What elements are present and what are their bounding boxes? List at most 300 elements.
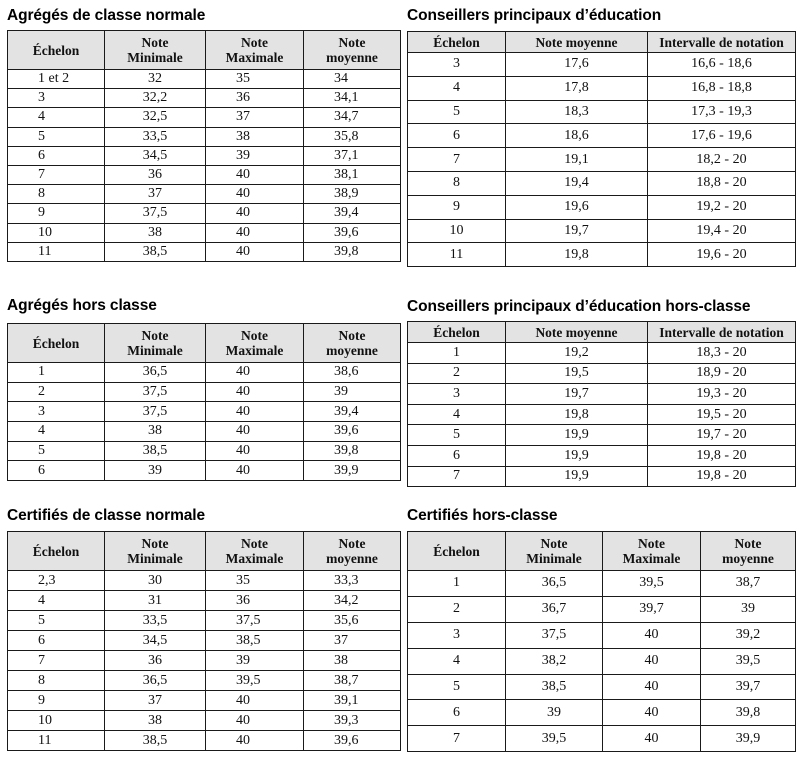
table-row: [408, 124, 796, 148]
table-cell: 38,7: [304, 671, 401, 691]
table-cell: 19,4 - 20: [648, 219, 796, 243]
agreges-normale-section: [7, 7, 378, 259]
table-cell: 11: [408, 243, 506, 267]
table-cell: 40: [206, 223, 304, 242]
table-cell: 18,8 - 20: [648, 171, 796, 195]
table-cell: 37: [304, 631, 401, 651]
table-cell: 40: [206, 242, 304, 261]
table-cell: 3: [408, 53, 506, 77]
table-cell: 38,6: [304, 363, 401, 383]
column-header-line: Minimale: [127, 551, 183, 566]
table-cell: 38: [304, 651, 401, 671]
column-header-line: Intervalle de notation: [659, 34, 784, 50]
table-row: [8, 631, 401, 651]
table-cell: 35: [206, 70, 304, 89]
table-cell: 39,7: [603, 596, 701, 622]
table-row: [8, 165, 401, 184]
table-cell: 5: [8, 127, 105, 146]
table-cell: 39,2: [701, 622, 796, 648]
table-row: [8, 185, 401, 204]
table-row: [408, 343, 796, 364]
table-cell: 40: [206, 382, 304, 402]
column-header: [408, 322, 506, 343]
table-cell: 32,2: [105, 89, 206, 108]
table-cell: 18,9 - 20: [648, 363, 796, 384]
table-row: [408, 596, 796, 622]
table-cell: 1: [8, 363, 105, 383]
table-cell: 6: [8, 461, 105, 481]
table-cell: 6: [8, 631, 105, 651]
cpe-hors-section: [407, 298, 784, 484]
table-row: [408, 622, 796, 648]
table-cell: 19,3 - 20: [648, 384, 796, 405]
table-row: [8, 108, 401, 127]
table-row: [8, 127, 401, 146]
column-header-line: Maximale: [225, 343, 284, 358]
table-row: [408, 195, 796, 219]
column-header: [105, 31, 206, 70]
column-header: [206, 324, 304, 363]
table-cell: 38,7: [701, 571, 796, 597]
table-cell: 40: [206, 422, 304, 442]
table-cell: 38,5: [506, 674, 603, 700]
table-cell: 7: [408, 148, 506, 172]
column-header-line: Note: [141, 35, 169, 50]
table-cell: 35,8: [304, 127, 401, 146]
table-cell: 31: [105, 591, 206, 611]
table-row: [408, 404, 796, 425]
table-cell: 39,9: [701, 726, 796, 752]
table-cell: 19,7 - 20: [648, 425, 796, 446]
column-header-line: moyenne: [326, 343, 378, 358]
table-cell: 39,7: [701, 674, 796, 700]
table-cell: 17,8: [506, 76, 648, 100]
table-row: [8, 671, 401, 691]
table-cell: 39: [506, 700, 603, 726]
table-cell: 38,5: [105, 441, 206, 461]
column-header: [206, 31, 304, 70]
column-header-line: Note: [638, 536, 665, 551]
column-header-line: Note: [338, 328, 366, 343]
table-cell: 39,8: [701, 700, 796, 726]
table-cell: 11: [8, 242, 105, 261]
table-cell: 33,3: [304, 571, 401, 591]
table-row: [8, 422, 401, 442]
table-cell: 36: [206, 591, 304, 611]
table-cell: 19,2: [506, 343, 648, 364]
table-cell: 39,5: [603, 571, 701, 597]
table-cell: 39,6: [304, 223, 401, 242]
table-cell: 40: [206, 731, 304, 751]
column-header-line: Maximale: [225, 551, 284, 566]
column-header: [206, 532, 304, 571]
table-cell: 4: [8, 108, 105, 127]
certifies-hors-title: Certifiés hors-classe: [407, 507, 558, 524]
column-header-line: Échelon: [32, 42, 80, 58]
table-cell: 10: [8, 711, 105, 731]
table-row: [408, 700, 796, 726]
column-header: [603, 532, 701, 571]
table-cell: 19,8: [506, 243, 648, 267]
table-cell: 40: [206, 204, 304, 223]
table-row: [8, 223, 401, 242]
column-header: [648, 32, 796, 53]
table-cell: 5: [8, 611, 105, 631]
table-cell: 3: [408, 384, 506, 405]
table-cell: 7: [408, 466, 506, 487]
table-cell: 9: [408, 195, 506, 219]
table-cell: 38,1: [304, 165, 401, 184]
table-row: [408, 148, 796, 172]
column-header-line: Intervalle de notation: [659, 324, 784, 340]
table-row: [8, 70, 401, 89]
table-cell: 38: [105, 223, 206, 242]
cpe-table: [407, 31, 796, 267]
table-row: [408, 171, 796, 195]
table-cell: 17,6: [506, 53, 648, 77]
table-cell: 19,7: [506, 384, 648, 405]
table-cell: 36,5: [506, 571, 603, 597]
table-cell: 40: [206, 165, 304, 184]
table-cell: 34,5: [105, 146, 206, 165]
column-header-line: Minimale: [127, 50, 183, 65]
table-cell: 6: [8, 146, 105, 165]
column-header: [105, 324, 206, 363]
table-cell: 38,2: [506, 648, 603, 674]
table-row: [408, 243, 796, 267]
table-cell: 34,1: [304, 89, 401, 108]
column-header-line: Échelon: [32, 543, 80, 559]
table-cell: 19,9: [506, 445, 648, 466]
table-cell: 32: [105, 70, 206, 89]
table-cell: 40: [206, 461, 304, 481]
table-cell: 19,8: [506, 404, 648, 425]
column-header-line: Note: [141, 536, 169, 551]
column-header-line: Note: [241, 536, 268, 551]
certifies-normale-title: Certifiés de classe normale: [7, 507, 206, 524]
agreges-hors-title: Agrégés hors classe: [7, 297, 157, 314]
certifies-hors-section: [407, 507, 774, 746]
table-cell: 39: [105, 461, 206, 481]
table-cell: 38,9: [304, 185, 401, 204]
table-row: [8, 691, 401, 711]
column-header: [701, 532, 796, 571]
table-cell: 1: [408, 343, 506, 364]
table-cell: 11: [8, 731, 105, 751]
table-cell: 38: [206, 127, 304, 146]
table-cell: 37: [206, 108, 304, 127]
table-row: [8, 571, 401, 591]
table-row: [408, 445, 796, 466]
table-row: [408, 648, 796, 674]
column-header-line: Note: [338, 35, 366, 50]
column-header: [648, 322, 796, 343]
table-row: [408, 425, 796, 446]
column-header: [105, 532, 206, 571]
table-row: [8, 611, 401, 631]
table-cell: 38: [105, 422, 206, 442]
table-cell: 36,5: [105, 671, 206, 691]
table-cell: 39,4: [304, 204, 401, 223]
table-row: [8, 402, 401, 422]
table-cell: 39,5: [206, 671, 304, 691]
table-row: [408, 76, 796, 100]
header-row: [8, 532, 401, 571]
table-cell: 40: [206, 363, 304, 383]
table-cell: 38,5: [105, 731, 206, 751]
table-cell: 37,1: [304, 146, 401, 165]
table-cell: 5: [408, 674, 506, 700]
table-cell: 40: [206, 691, 304, 711]
table-cell: 37,5: [105, 204, 206, 223]
header-row: [408, 32, 796, 53]
table-cell: 40: [206, 441, 304, 461]
certifies-normale-section: [7, 507, 378, 748]
table-cell: 10: [408, 219, 506, 243]
column-header: [8, 31, 105, 70]
column-header-line: Minimale: [127, 343, 183, 358]
table-cell: 36: [206, 89, 304, 108]
header-row: [408, 532, 796, 571]
table-cell: 9: [8, 204, 105, 223]
table-cell: 2: [408, 363, 506, 384]
table-cell: 40: [603, 726, 701, 752]
table-cell: 4: [8, 591, 105, 611]
table-cell: 39,9: [304, 461, 401, 481]
table-cell: 7: [408, 726, 506, 752]
table-cell: 30: [105, 571, 206, 591]
column-header-line: Note: [241, 328, 268, 343]
table-cell: 19,5 - 20: [648, 404, 796, 425]
table-cell: 39,8: [304, 242, 401, 261]
table-cell: 38: [105, 711, 206, 731]
table-cell: 34: [304, 70, 401, 89]
column-header: [304, 31, 401, 70]
table-cell: 4: [408, 648, 506, 674]
table-cell: 3: [8, 89, 105, 108]
table-cell: 39,6: [304, 731, 401, 751]
table-cell: 6: [408, 124, 506, 148]
table-row: [408, 726, 796, 752]
table-cell: 34,2: [304, 591, 401, 611]
agreges-hors-table: [7, 323, 401, 481]
column-header: [408, 532, 506, 571]
table-cell: 19,6 - 20: [648, 243, 796, 267]
table-cell: 40: [603, 648, 701, 674]
table-cell: 35: [206, 571, 304, 591]
column-header-line: Minimale: [526, 551, 582, 566]
table-cell: 33,5: [105, 611, 206, 631]
table-cell: 6: [408, 700, 506, 726]
header-row: [408, 322, 796, 343]
column-header-line: Note moyenne: [535, 324, 618, 340]
table-row: [408, 219, 796, 243]
table-cell: 19,8 - 20: [648, 466, 796, 487]
column-header: [506, 532, 603, 571]
table-cell: 1 et 2: [8, 70, 105, 89]
table-cell: 2,3: [8, 571, 105, 591]
table-row: [8, 363, 401, 383]
table-cell: 17,6 - 19,6: [648, 124, 796, 148]
agreges-normale-title: Agrégés de classe normale: [7, 7, 206, 24]
table-cell: 39: [206, 146, 304, 165]
table-cell: 10: [8, 223, 105, 242]
table-cell: 40: [206, 185, 304, 204]
table-cell: 40: [206, 711, 304, 731]
table-cell: 5: [8, 441, 105, 461]
table-cell: 36,5: [105, 363, 206, 383]
table-cell: 36: [105, 651, 206, 671]
table-row: [8, 89, 401, 108]
table-cell: 18,2 - 20: [648, 148, 796, 172]
table-cell: 39,6: [304, 422, 401, 442]
table-row: [408, 571, 796, 597]
table-cell: 36,7: [506, 596, 603, 622]
table-cell: 4: [408, 76, 506, 100]
table-cell: 39,1: [304, 691, 401, 711]
table-row: [8, 382, 401, 402]
table-row: [8, 461, 401, 481]
table-cell: 1: [408, 571, 506, 597]
table-row: [408, 363, 796, 384]
table-cell: 33,5: [105, 127, 206, 146]
header-row: [8, 31, 401, 70]
table-cell: 8: [408, 171, 506, 195]
table-cell: 39: [206, 651, 304, 671]
table-cell: 40: [603, 674, 701, 700]
table-row: [8, 204, 401, 223]
table-cell: 39,5: [506, 726, 603, 752]
column-header: [8, 324, 105, 363]
table-cell: 40: [206, 402, 304, 422]
table-row: [8, 731, 401, 751]
table-cell: 18,3 - 20: [648, 343, 796, 364]
table-cell: 9: [8, 691, 105, 711]
table-cell: 39: [304, 382, 401, 402]
table-cell: 8: [8, 185, 105, 204]
table-cell: 34,5: [105, 631, 206, 651]
column-header: [506, 32, 648, 53]
table-row: [8, 146, 401, 165]
agreges-hors-section: [7, 297, 378, 478]
table-cell: 2: [8, 382, 105, 402]
table-cell: 19,6: [506, 195, 648, 219]
table-row: [8, 651, 401, 671]
table-row: [8, 711, 401, 731]
agreges-normale-table: [7, 30, 401, 262]
table-cell: 16,6 - 18,6: [648, 53, 796, 77]
column-header-line: Note: [141, 328, 169, 343]
table-cell: 4: [408, 404, 506, 425]
column-header-line: Note moyenne: [535, 34, 618, 50]
table-cell: 19,4: [506, 171, 648, 195]
cpe-hors-table: [407, 321, 796, 487]
column-header: [8, 532, 105, 571]
column-header: [304, 324, 401, 363]
table-row: [408, 674, 796, 700]
table-cell: 5: [408, 425, 506, 446]
cpe-section: [407, 7, 784, 262]
table-cell: 37: [105, 691, 206, 711]
table-cell: 39,3: [304, 711, 401, 731]
table-cell: 17,3 - 19,3: [648, 100, 796, 124]
table-cell: 7: [8, 651, 105, 671]
table-cell: 34,7: [304, 108, 401, 127]
table-cell: 38,5: [105, 242, 206, 261]
table-cell: 19,2 - 20: [648, 195, 796, 219]
table-cell: 37,5: [506, 622, 603, 648]
table-cell: 2: [408, 596, 506, 622]
table-cell: 37,5: [105, 402, 206, 422]
table-cell: 8: [8, 671, 105, 691]
table-cell: 37: [105, 185, 206, 204]
column-header: [506, 322, 648, 343]
cpe-hors-title: Conseillers principaux d’éducation hors-classe: [407, 298, 751, 315]
table-cell: 4: [8, 422, 105, 442]
table-cell: 6: [408, 445, 506, 466]
table-row: [8, 242, 401, 261]
table-row: [408, 53, 796, 77]
column-header-line: Échelon: [433, 543, 480, 559]
table-cell: 18,3: [506, 100, 648, 124]
cpe-title: Conseillers principaux d’éducation: [407, 7, 662, 24]
table-cell: 37,5: [206, 611, 304, 631]
table-cell: 19,9: [506, 425, 648, 446]
table-cell: 39,5: [701, 648, 796, 674]
column-header-line: Maximale: [622, 551, 681, 566]
table-cell: 3: [408, 622, 506, 648]
table-row: [8, 591, 401, 611]
column-header-line: Échelon: [32, 335, 80, 351]
table-cell: 19,9: [506, 466, 648, 487]
table-cell: 37,5: [105, 382, 206, 402]
table-cell: 19,1: [506, 148, 648, 172]
column-header-line: Note: [734, 536, 762, 551]
table-cell: 16,8 - 18,8: [648, 76, 796, 100]
table-cell: 19,8 - 20: [648, 445, 796, 466]
column-header: [408, 32, 506, 53]
table-row: [408, 466, 796, 487]
certifies-normale-table: [7, 531, 401, 751]
table-cell: 5: [408, 100, 506, 124]
header-row: [8, 324, 401, 363]
table-cell: 38,5: [206, 631, 304, 651]
column-header-line: Maximale: [225, 50, 284, 65]
table-cell: 3: [8, 402, 105, 422]
column-header: [304, 532, 401, 571]
column-header-line: Note: [540, 536, 568, 551]
column-header-line: moyenne: [326, 50, 378, 65]
table-cell: 32,5: [105, 108, 206, 127]
column-header-line: moyenne: [722, 551, 774, 566]
table-cell: 18,6: [506, 124, 648, 148]
column-header-line: Note: [338, 536, 366, 551]
column-header-line: Échelon: [433, 324, 480, 340]
table-cell: 36: [105, 165, 206, 184]
table-cell: 40: [603, 700, 701, 726]
table-cell: 40: [603, 622, 701, 648]
certifies-hors-table: [407, 531, 796, 752]
table-row: [8, 441, 401, 461]
table-row: [408, 384, 796, 405]
column-header-line: moyenne: [326, 551, 378, 566]
table-cell: 39,4: [304, 402, 401, 422]
table-cell: 39,8: [304, 441, 401, 461]
table-cell: 19,5: [506, 363, 648, 384]
table-row: [408, 100, 796, 124]
table-cell: 7: [8, 165, 105, 184]
table-cell: 35,6: [304, 611, 401, 631]
